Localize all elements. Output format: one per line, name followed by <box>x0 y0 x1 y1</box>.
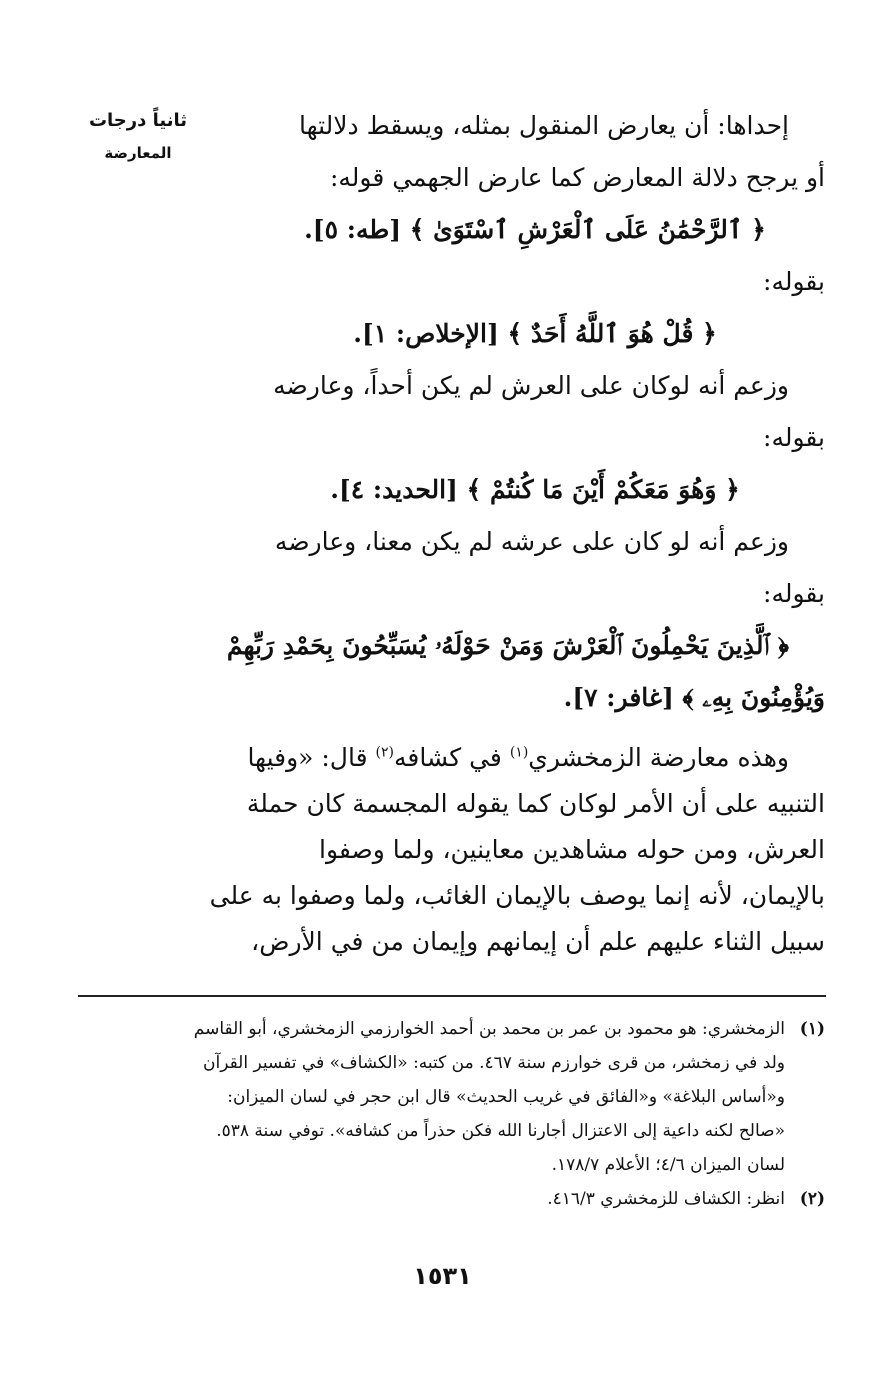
margin-note <box>78 105 198 169</box>
verse-ghafir-line-1: ﴿ ٱلَّذِينَ يَحْمِلُونَ ٱلْعَرْشَ وَمَنْ حَوْلَهُۥ يُسَبِّحُونَ بِحَمْدِ رَبِّهِمْ <box>226 631 789 660</box>
by-saying-2: بقوله: <box>763 423 825 452</box>
zamakhshari-paragraph <box>209 735 825 965</box>
para-line-1 <box>245 735 825 781</box>
footnote-1-line-5: لسان الميزان ٤/٦؛ الأعلام ١٧٨/٧. <box>551 1155 785 1175</box>
page-number: ١٥٣١ <box>413 1262 472 1290</box>
verse-ghafir-line-2: وَيُؤْمِنُونَ بِهِۦ ﴾ [غافر: ٧]. <box>563 683 825 712</box>
by-saying-1: بقوله: <box>763 267 825 296</box>
footnote-1-text-1: الزمخشري: هو محمود بن عمر بن محمد بن أحمد الخوارزمي الزمخشري، أبو القاسم <box>193 1019 785 1039</box>
para-line-1-text-a: وهذه معارضة الزمخشري <box>528 743 789 772</box>
footnote-ref-1: (١) <box>509 744 529 761</box>
footnote-2-text-1: انظر: الكشاف للزمخشري ٤١٦/٣. <box>547 1189 785 1209</box>
footnote-1-line-4: «صالح لكنه داعية إلى الاعتزال أجارنا الله فكن حذراً من كشافه». توفي سنة ٥٣٨. <box>216 1121 785 1141</box>
footnote-ref-2: (٢) <box>375 744 394 761</box>
intro-line-1: إحداها: أن يعارض المنقول بمثله، ويسقط دلالتها <box>298 111 789 140</box>
footnote-1-line-2: ولد في زمخشر، من قرى خوارزم سنة ٤٦٧. من كتبه: «الكشاف» في تفسير القرآن <box>203 1053 785 1073</box>
verse-hadid: ﴿ وَهُوَ مَعَكُمْ أَيْنَ مَا كُنتُمْ ﴾ [الحديد: ٤]. <box>330 475 740 504</box>
verse-ikhlas: ﴿ قُلْ هُوَ ٱللَّهُ أَحَدٌ ﴾ [الإخلاص: ١]. <box>353 319 717 348</box>
para-line-1-text-b: في كشافه <box>393 743 510 772</box>
intro-block <box>245 100 825 204</box>
claim-2: وزعم أنه لو كان على عرشه لم يكن معنا، وعارضه <box>274 527 789 556</box>
footnote-2-number: (٢) <box>799 1189 825 1209</box>
claim-1: وزعم أنه لوكان على العرش لم يكن أحداً، وعارضه <box>273 371 789 400</box>
footnotes <box>77 1012 825 1216</box>
margin-note-line1: ثانياً درجات <box>88 110 188 131</box>
intro-line-2: أو يرجح دلالة المعارض كما عارض الجهمي قوله: <box>329 163 825 192</box>
footnote-1-number: (١) <box>799 1019 825 1039</box>
by-saying-3: بقوله: <box>763 579 825 608</box>
verses-block <box>226 204 825 724</box>
para-line-4: بالإيمان، لأنه إنما يوصف بالإيمان الغائب، ولما وصفوا به على <box>209 881 825 910</box>
footnote-divider <box>78 995 826 997</box>
footnote-1-line-1 <box>77 1012 825 1046</box>
para-line-1-text-c: قال: «وفيها <box>247 743 376 772</box>
footnote-1-line-3: و«أساس البلاغة» و«الفائق في غريب الحديث» قال ابن حجر في لسان الميزان: <box>227 1087 785 1107</box>
para-line-2: التنبيه على أن الأمر لوكان كما يقوله المجسمة كان حملة <box>246 789 825 818</box>
margin-note-line2: المعارضة <box>104 144 172 162</box>
para-line-5: سبيل الثناء عليهم علم أن إيمانهم وإيمان من في الأرض، <box>251 927 825 956</box>
para-line-3: العرش، ومن حوله مشاهدين معاينين، ولما وصفوا <box>319 835 825 864</box>
footnote-2-line-1 <box>77 1182 825 1216</box>
verse-taha: ﴿ ٱلرَّحْمَٰنُ عَلَى ٱلْعَرْشِ ٱسْتَوَىٰ ﴾ [طه: ٥]. <box>304 215 766 244</box>
